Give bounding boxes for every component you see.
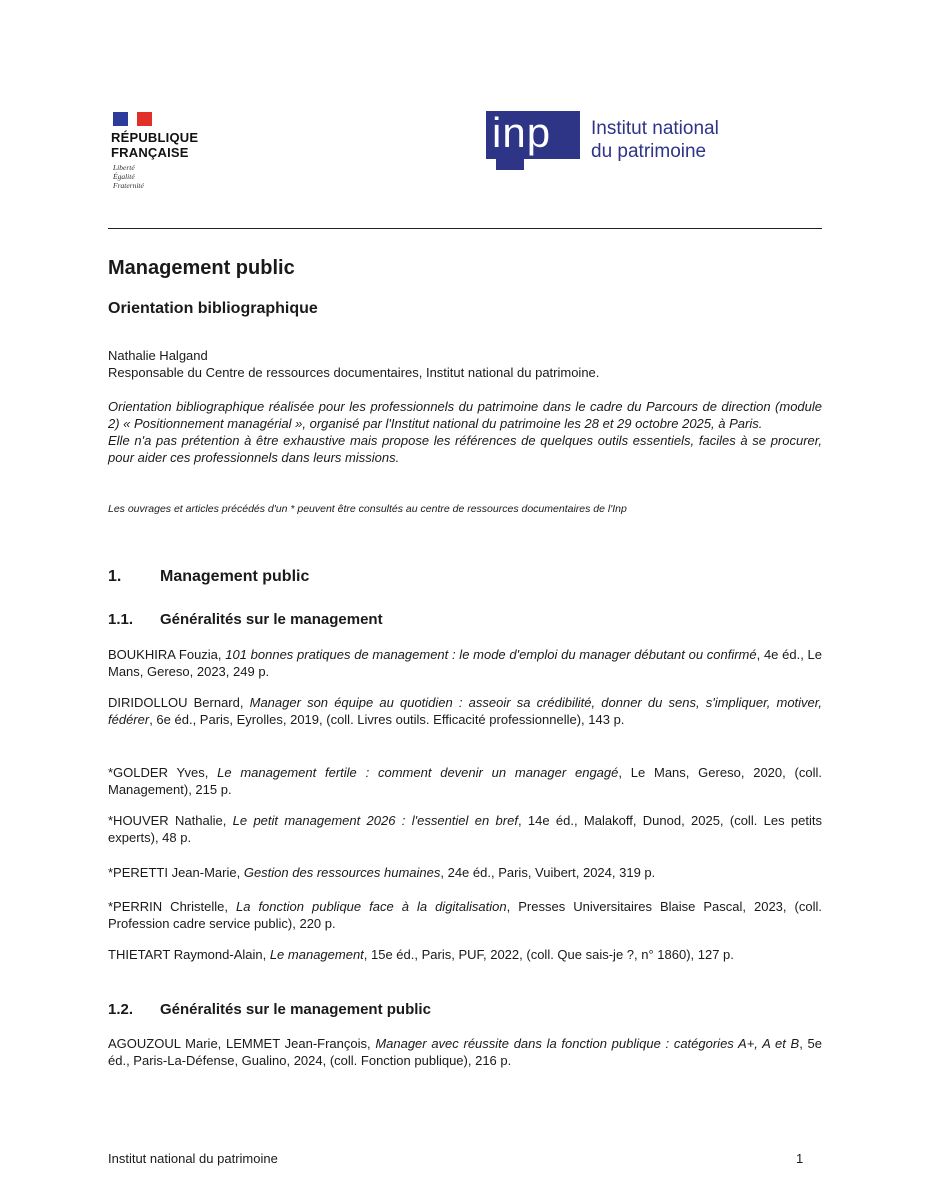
reference-entry: *GOLDER Yves, Le management fertile : comment devenir un manager engagé, Le Mans, Gereso, 2020, (coll. Management), 215 p. (108, 765, 822, 797)
author-name: Nathalie Halgand (108, 348, 208, 363)
republique-francaise-logo (111, 111, 221, 196)
author-role: Responsable du Centre de ressources documentaires, Institut national du patrimoine. (108, 365, 600, 380)
inp-name: Institut national du patrimoine (591, 118, 719, 162)
section-heading-1-1: 1.1. Généralités sur le management (108, 611, 383, 628)
intro-paragraph-1: Orientation bibliographique réalisée pour les professionnels du patrimoine dans le cadre du Parcours de direction (module 2) « Positionnement managérial », organisé par l'Institut national du patrimoine les 28 et 29 octobre 2025, à Paris. (108, 399, 822, 431)
inp-mark-icon: inp (486, 111, 580, 159)
reference-entry: THIETART Raymond-Alain, Le management, 15e éd., Paris, PUF, 2022, (coll. Que sais-je ?, n° 1860), 127 p. (108, 947, 734, 962)
rf-name-line2: FRANÇAISE (111, 145, 189, 160)
intro-block (108, 398, 822, 466)
footer-institution: Institut national du patrimoine (108, 1151, 278, 1166)
reference-entry: *HOUVER Nathalie, Le petit management 2026 : l'essentiel en bref, 14e éd., Malakoff, Dunod, 2025, (coll. Les petits experts), 48 p. (108, 813, 823, 845)
header-divider (108, 228, 822, 229)
intro-paragraph-2: Elle n'a pas prétention à être exhaustive mais propose les références de quelques outils essentiels, faciles à se procurer, pour aider ces professionnels dans leurs missions. (108, 433, 822, 465)
document-subtitle: Orientation bibliographique (108, 300, 318, 317)
rf-name-line1: RÉPUBLIQUE (111, 130, 199, 145)
section-heading-1-2: 1.2. Généralités sur le management public (108, 1001, 431, 1018)
section-heading-1: 1. Management public (108, 568, 310, 585)
reference-entry: BOUKHIRA Fouzia, 101 bonnes pratiques de management : le mode d'emploi du manager débutant ou confirmé, 4e éd., Le Mans, Gereso, 2023, 249 p. (108, 647, 822, 679)
inp-logo (486, 111, 746, 171)
author-block (108, 347, 822, 381)
reference-entry: *PERETTI Jean-Marie, Gestion des ressources humaines, 24e éd., Paris, Vuibert, 2024, 319 p. (108, 865, 656, 880)
document-title: Management public (108, 257, 295, 279)
availability-note: Les ouvrages et articles précédés d'un * peuvent être consultés au centre de ressources documentaires de l'Inp (108, 503, 627, 515)
marianne-flag-icon (113, 112, 151, 126)
reference-entry: *PERRIN Christelle, La fonction publique face à la digitalisation, Presses Universitaires Blaise Pascal, 2023, (coll. Profession cadre service public), 220 p. (108, 899, 822, 931)
rf-motto: Liberté Égalité Fraternité (113, 163, 144, 190)
reference-entry: DIRIDOLLOU Bernard, Manager son équipe au quotidien : asseoir sa crédibilité, donner du sens, s'impliquer, motiver, fédérer, 6e éd., Paris, Eyrolles, 2019, (coll. Livres outils. Efficacité professionnelle), 143 p. (108, 695, 823, 727)
page-number: 1 (796, 1151, 804, 1166)
reference-entry: AGOUZOUL Marie, LEMMET Jean-François, Manager avec réussite dans la fonction publique : catégories A+, A et B, 5e éd., Paris-La-Défense, Gualino, 2024, (coll. Fonction publique), 216 p. (108, 1036, 823, 1068)
